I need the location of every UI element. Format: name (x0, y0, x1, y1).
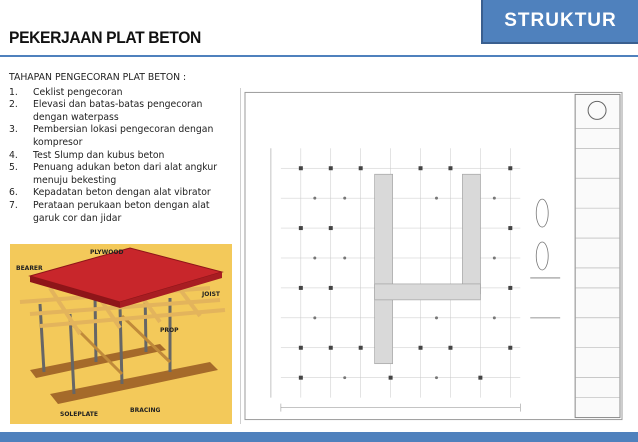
label-bracing: BRACING (130, 407, 161, 414)
step-number: 3. (9, 124, 18, 136)
page-title: PEKERJAAN PLAT BETON (9, 28, 201, 47)
steps-list (9, 87, 237, 226)
drawing-background (241, 88, 627, 423)
list-item (9, 124, 237, 149)
step-text: Perataan perukaan beton dengan alat garuk cor dan jidar (33, 199, 210, 224)
footer-bar (0, 432, 638, 442)
steps-intro: TAHAPAN PENGECORAN PLAT BETON : (9, 72, 187, 83)
step-number: 1. (9, 86, 18, 98)
label-joist: JOIST (202, 291, 220, 298)
step-text: Ceklist pengecoran (33, 86, 123, 98)
step-text: Penuang adukan beton dari alat angkur menuju bekesting (33, 162, 218, 186)
step-number: 5. (9, 162, 18, 174)
list-item (9, 162, 237, 187)
formwork-illustration (10, 244, 232, 424)
step-number: 4. (9, 149, 18, 161)
label-bearer: BEARER (16, 265, 43, 272)
step-text: Kepadatan beton dengan alat vibrator (33, 187, 211, 199)
step-number: 7. (9, 199, 18, 211)
structural-plan-drawing (240, 88, 627, 424)
title-block (575, 94, 620, 417)
list-item (9, 187, 237, 200)
step-number: 6. (9, 187, 18, 199)
list-item (9, 99, 237, 124)
steps-panel (9, 72, 237, 225)
list-item (9, 87, 237, 100)
step-text: Pembersian lokasi pengecoran dengan kompresor (33, 124, 214, 148)
label-plywood: PLYWOOD (90, 249, 124, 256)
step-text: Elevasi dan batas-batas pengecoran dengan waterpass (33, 99, 203, 123)
list-item (9, 200, 237, 225)
step-text: Test Slump dan kubus beton (33, 149, 165, 161)
label-prop: PROP (160, 327, 179, 334)
list-item (9, 150, 237, 163)
header-divider (0, 55, 638, 57)
section-badge: STRUKTUR (481, 0, 638, 44)
label-soleplate: SOLEPLATE (60, 411, 98, 418)
step-number: 2. (9, 99, 18, 111)
